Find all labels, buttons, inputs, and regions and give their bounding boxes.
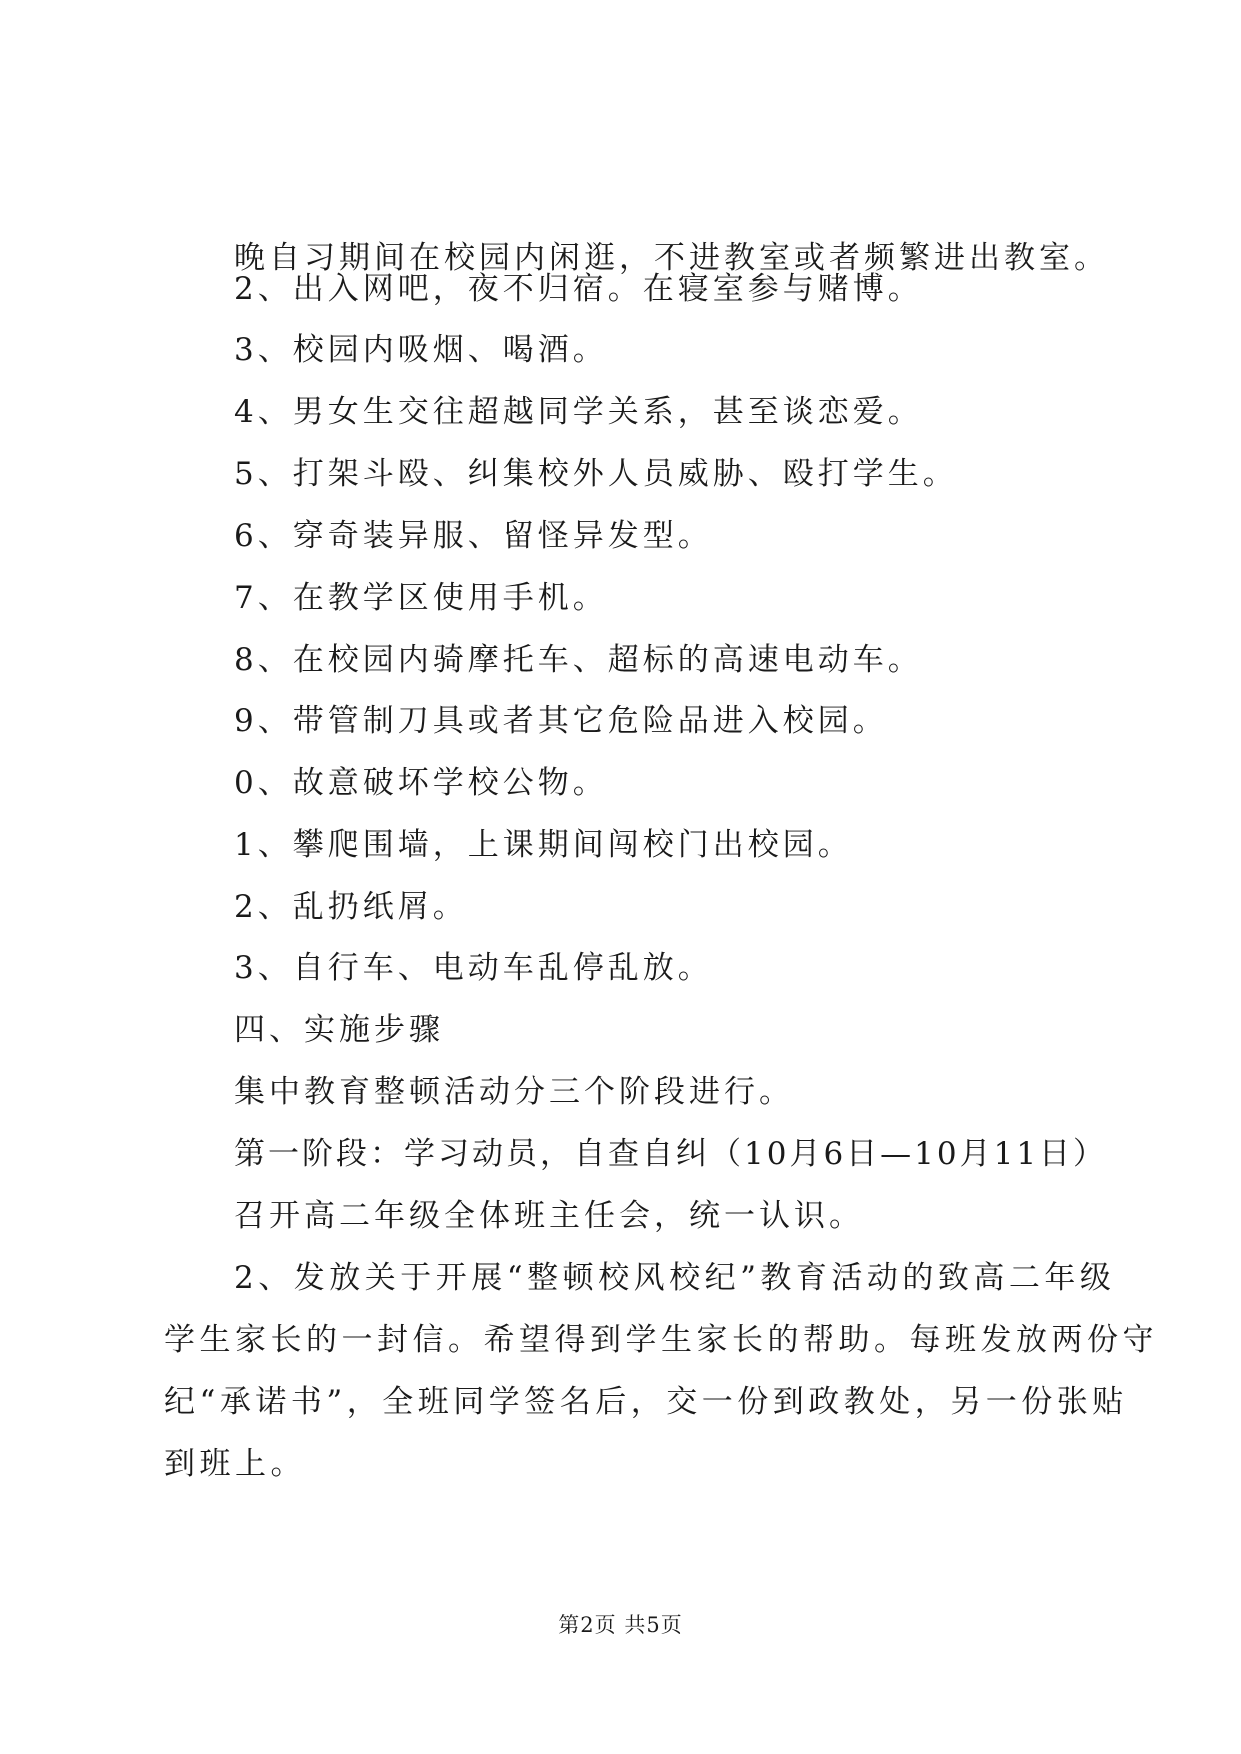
phase-heading: 第一阶段：学习动员，自查自纠（10月6日—10月11日） xyxy=(234,1136,1108,1172)
list-item: 6、穿奇装异服、留怪异发型。 xyxy=(234,518,713,554)
list-item: 2、乱扔纸屑。 xyxy=(234,889,468,925)
paragraph-line: 学生家长的一封信。希望得到学生家长的帮助。每班发放两份守 xyxy=(164,1322,1158,1358)
text-line: 晚自习期间在校园内闲逛，不进教室或者频繁进出教室。 xyxy=(234,240,1109,276)
paragraph-line: 到班上。 xyxy=(164,1446,306,1482)
list-item: 0、故意破坏学校公物。 xyxy=(234,765,608,801)
list-item: 2、出入网吧，夜不归宿。在寝室参与赌博。 xyxy=(234,271,923,307)
list-item: 3、校园内吸烟、喝酒。 xyxy=(234,332,608,368)
list-item: 5、打架斗殴、纠集校外人员威胁、殴打学生。 xyxy=(234,456,958,492)
section-heading: 四、实施步骤 xyxy=(234,1012,444,1048)
paragraph-line: 纪“承诺书”，全班同学签名后，交一份到政教处，另一份张贴 xyxy=(164,1384,1128,1420)
text-line: 集中教育整顿活动分三个阶段进行。 xyxy=(234,1074,794,1110)
paragraph-line: 2、发放关于开展“整顿校风校纪”教育活动的致高二年级 xyxy=(234,1260,1116,1296)
list-item: 4、男女生交往超越同学关系，甚至谈恋爱。 xyxy=(234,394,923,430)
list-item: 1、攀爬围墙，上课期间闯校门出校园。 xyxy=(234,827,853,863)
page-number-footer: 第2页 共5页 xyxy=(558,1613,683,1637)
text-line: 召开高二年级全体班主任会，统一认识。 xyxy=(234,1198,864,1234)
list-item: 8、在校园内骑摩托车、超标的高速电动车。 xyxy=(234,642,923,678)
list-item: 7、在教学区使用手机。 xyxy=(234,580,608,616)
list-item: 9、带管制刀具或者其它危险品进入校园。 xyxy=(234,703,888,739)
list-item: 3、自行车、电动车乱停乱放。 xyxy=(234,950,713,986)
